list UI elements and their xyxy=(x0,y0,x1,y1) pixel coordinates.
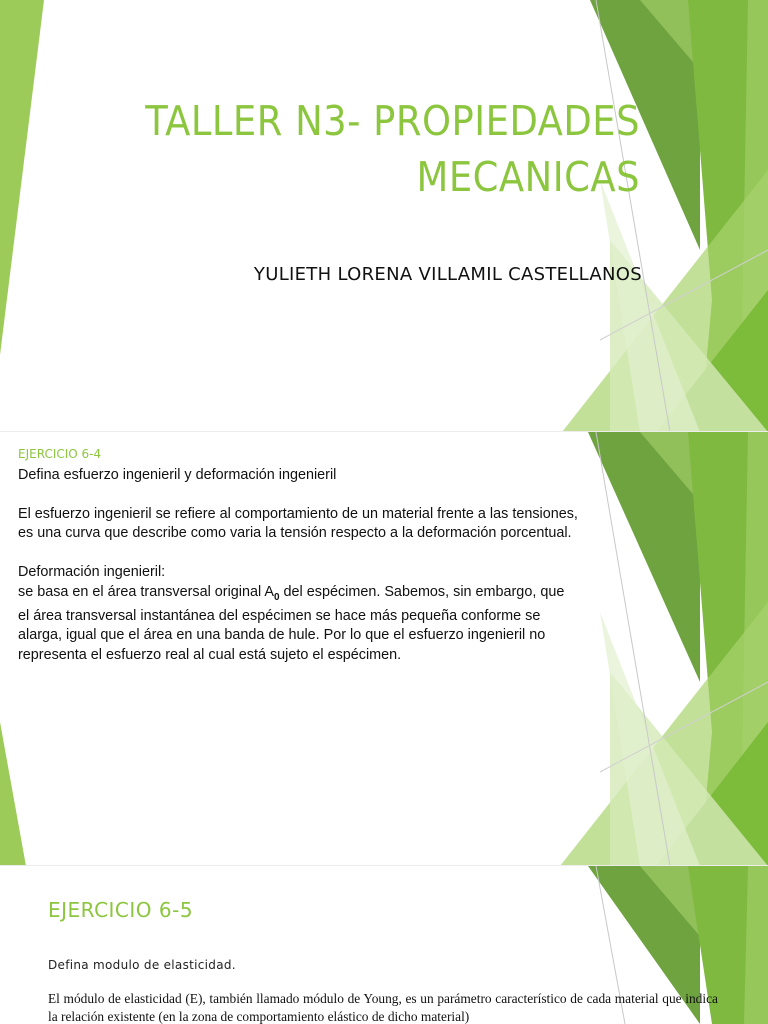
presentation-title xyxy=(145,93,640,205)
author-name: YULIETH LORENA VILLAMIL CASTELLANOS xyxy=(253,264,642,285)
title-line-1: TALLER N3- PROPIEDADES xyxy=(145,97,640,145)
definition-paragraph: El módulo de elasticidad (E), también llamado módulo de Young, es un parámetro característico de cada material que indica la relación existente (en la zona de comportamiento elástico de dicho material) xyxy=(48,991,718,1024)
question-text: Defina esfuerzo ingenieril y deformación ingenieril xyxy=(18,467,337,483)
subheading: Deformación ingenieril: xyxy=(18,564,166,580)
para-text-start: se basa en el área transversal original A xyxy=(18,583,274,600)
exercise-label: EJERCICIO 6-5 xyxy=(48,898,194,922)
exercise-6-5-slide xyxy=(0,866,768,1024)
exercise-6-4-slide xyxy=(0,432,768,866)
title-line-2: MECANICAS xyxy=(416,153,640,201)
green-stripes-decoration xyxy=(0,0,768,432)
definition-paragraph: El esfuerzo ingenieril se refiere al comportamiento de un material frente a las tensiones, es una curva que describe como varia la tensión respecto a la deformación porcentual. xyxy=(18,505,578,541)
para-text-end: del espécimen. Sabemos, sin embargo, que el área transversal instantánea del espécimen se hace más pequeña conforme se alarga, igual que el área en una banda de hule. Por lo que el esfuerzo ingenieril no representa el esfuerzo real al cual está sujeto el espécimen. xyxy=(18,583,565,663)
exercise-body xyxy=(18,467,578,665)
exercise-label: EJERCICIO 6-4 xyxy=(18,447,102,461)
question-text: Defina modulo de elasticidad. xyxy=(48,958,236,972)
subscript-zero: 0 xyxy=(273,591,280,603)
definition-paragraph-2 xyxy=(18,583,578,666)
title-slide xyxy=(0,0,768,432)
